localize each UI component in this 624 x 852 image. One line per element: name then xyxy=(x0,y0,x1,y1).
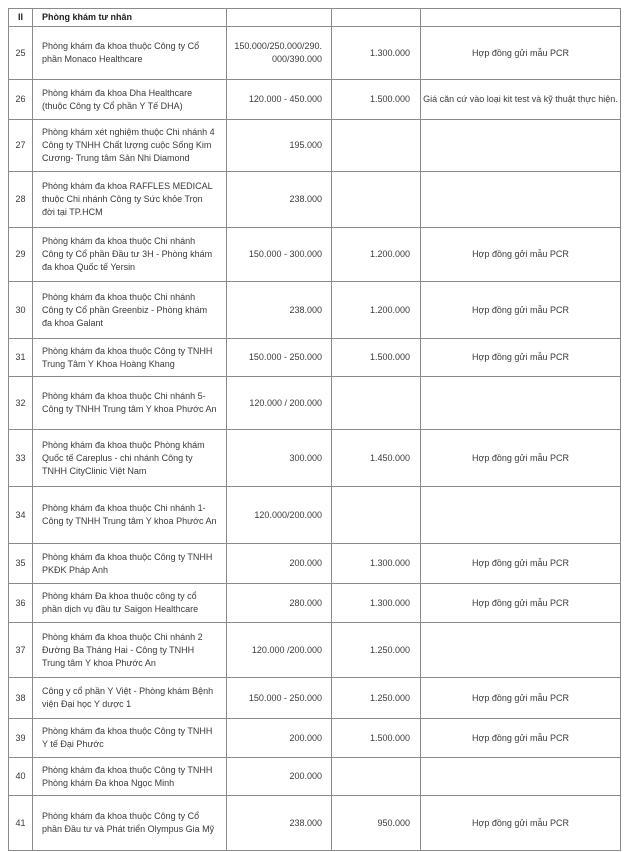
cell-clinic-name: Phòng khám đa khoa thuộc Công ty TNHH Y tế Đại Phước xyxy=(33,719,227,758)
cell-note: Hợp đồng gửi mẫu PCR xyxy=(421,584,621,623)
cell-no: 38 xyxy=(9,678,33,719)
cell-no: 28 xyxy=(9,172,33,228)
cell-clinic-name: Phòng khám đa khoa Dha Healthcare (thuộc Công ty Cổ phần Y Tế DHA) xyxy=(33,80,227,120)
table-row xyxy=(9,796,621,851)
table-row xyxy=(9,377,621,430)
cell-note: Hợp đồng gửi mẫu PCR xyxy=(421,796,621,851)
table-row xyxy=(9,228,621,282)
table-row xyxy=(9,27,621,80)
cell-no: 25 xyxy=(9,27,33,80)
cell-pcr-price: 1.250.000 xyxy=(332,623,421,678)
cell-note: Hợp đồng gửi mẫu PCR xyxy=(421,430,621,487)
cell-no: 29 xyxy=(9,228,33,282)
cell-price-range: 200.000 xyxy=(227,719,332,758)
cell-no: 31 xyxy=(9,339,33,377)
table-row xyxy=(9,623,621,678)
header-price-range xyxy=(227,9,332,27)
table-row xyxy=(9,544,621,584)
cell-clinic-name: Phòng khám đa khoa RAFFLES MEDICAL thuộc Chi nhánh Công ty Sức khỏe Trọn đời tại TP.HCM xyxy=(33,172,227,228)
cell-pcr-price xyxy=(332,487,421,544)
table-row xyxy=(9,282,621,339)
cell-pcr-price: 1.300.000 xyxy=(332,544,421,584)
cell-note xyxy=(421,172,621,228)
cell-clinic-name: Phòng khám đa khoa thuộc Chi nhánh Công ty Cổ phần Greenbiz - Phòng khám đa khoa Galant xyxy=(33,282,227,339)
header-clinic-name: Phòng khám tư nhân xyxy=(33,9,227,27)
cell-price-range: 120.000/200.000 xyxy=(227,487,332,544)
cell-clinic-name: Phòng khám đa khoa thuộc Chi nhánh Công ty Cổ phần Đầu tư 3H - Phòng khám đa khoa Quốc tế Yersin xyxy=(33,228,227,282)
cell-note xyxy=(421,758,621,796)
cell-price-range: 200.000 xyxy=(227,544,332,584)
cell-note: Hợp đồng gửi mẫu PCR xyxy=(421,27,621,80)
cell-note: Hợp đồng gởi mẫu PCR xyxy=(421,228,621,282)
table-header-row xyxy=(9,9,621,27)
cell-no: 37 xyxy=(9,623,33,678)
cell-clinic-name: Phòng khám đa khoa thuộc Công ty TNHH Trung Tâm Y Khoa Hoàng Khang xyxy=(33,339,227,377)
cell-price-range: 150.000 - 250.000 xyxy=(227,678,332,719)
cell-price-range: 238.000 xyxy=(227,172,332,228)
clinic-price-table xyxy=(8,8,621,851)
table-row xyxy=(9,719,621,758)
cell-pcr-price: 1.200.000 xyxy=(332,282,421,339)
cell-clinic-name: Phòng khám xét nghiệm thuộc Chi nhánh 4 Công ty TNHH Chất lượng cuộc Sống Kim Cương- Trung tâm Sản Nhi Diamond xyxy=(33,120,227,172)
cell-price-range: 120.000 /200.000 xyxy=(227,623,332,678)
cell-no: 39 xyxy=(9,719,33,758)
table-row xyxy=(9,80,621,120)
cell-no: 35 xyxy=(9,544,33,584)
cell-price-range: 238.000 xyxy=(227,796,332,851)
cell-price-range: 200.000 xyxy=(227,758,332,796)
table-row xyxy=(9,172,621,228)
cell-note xyxy=(421,377,621,430)
cell-clinic-name: Phòng khám đa khoa thuộc Công ty TNHH PKĐK Pháp Anh xyxy=(33,544,227,584)
cell-note: Hợp đồng gửi mẫu PCR xyxy=(421,678,621,719)
table-row xyxy=(9,430,621,487)
table-row xyxy=(9,758,621,796)
cell-pcr-price: 1.200.000 xyxy=(332,228,421,282)
cell-clinic-name: Phòng khám Đa khoa thuộc công ty cổ phần dịch vụ đầu tư Saigon Healthcare xyxy=(33,584,227,623)
cell-no: 32 xyxy=(9,377,33,430)
cell-no: 40 xyxy=(9,758,33,796)
cell-clinic-name: Phòng khám đa khoa thuộc Công ty Cổ phần Đầu tư và Phát triển Olympus Gia Mỹ xyxy=(33,796,227,851)
cell-no: 26 xyxy=(9,80,33,120)
cell-note: Giá căn cứ vào loại kit test và kỹ thuật thực hiện. xyxy=(421,80,621,120)
cell-clinic-name: Phòng khám đa khoa thuộc Chi nhánh 2 Đường Ba Tháng Hai - Công ty TNHH Trung tâm Y khoa Phước An xyxy=(33,623,227,678)
cell-pcr-price: 950.000 xyxy=(332,796,421,851)
cell-pcr-price xyxy=(332,377,421,430)
cell-no: 30 xyxy=(9,282,33,339)
cell-no: 36 xyxy=(9,584,33,623)
cell-note xyxy=(421,623,621,678)
cell-pcr-price: 1.250.000 xyxy=(332,678,421,719)
cell-clinic-name: Phòng khám đa khoa thuộc Chi nhánh 5- Công ty TNHH Trung tâm Y khoa Phước An xyxy=(33,377,227,430)
cell-price-range: 280.000 xyxy=(227,584,332,623)
cell-pcr-price: 1.300.000 xyxy=(332,584,421,623)
cell-no: 41 xyxy=(9,796,33,851)
table-row xyxy=(9,678,621,719)
header-no: II xyxy=(9,9,33,27)
header-pcr-price xyxy=(332,9,421,27)
table-row xyxy=(9,120,621,172)
cell-no: 27 xyxy=(9,120,33,172)
cell-price-range: 195.000 xyxy=(227,120,332,172)
header-note xyxy=(421,9,621,27)
cell-price-range: 120.000 / 200.000 xyxy=(227,377,332,430)
cell-note xyxy=(421,487,621,544)
cell-clinic-name: Phòng khám đa khoa thuộc Phòng khám Quốc tế Careplus - chi nhánh Công ty TNHH CityClinic Việt Nam xyxy=(33,430,227,487)
cell-price-range: 150.000 - 250.000 xyxy=(227,339,332,377)
cell-no: 33 xyxy=(9,430,33,487)
cell-note: Hợp đồng gửi mẫu PCR xyxy=(421,282,621,339)
cell-price-range: 120.000 - 450.000 xyxy=(227,80,332,120)
table-row xyxy=(9,584,621,623)
cell-note: Hợp đồng gửi mẫu PCR xyxy=(421,544,621,584)
cell-clinic-name: Phòng khám đa khoa thuộc Công ty Cổ phần Monaco Healthcare xyxy=(33,27,227,80)
cell-note xyxy=(421,120,621,172)
cell-pcr-price xyxy=(332,172,421,228)
cell-pcr-price: 1.500.000 xyxy=(332,719,421,758)
cell-pcr-price xyxy=(332,120,421,172)
cell-no: 34 xyxy=(9,487,33,544)
cell-price-range: 300.000 xyxy=(227,430,332,487)
cell-clinic-name: Phòng khám đa khoa thuộc Công ty TNHH Phòng khám Đa khoa Ngọc Minh xyxy=(33,758,227,796)
cell-pcr-price: 1.500.000 xyxy=(332,339,421,377)
table-row xyxy=(9,487,621,544)
cell-clinic-name: Phòng khám đa khoa thuộc Chi nhánh 1- Công ty TNHH Trung tâm Y khoa Phước An xyxy=(33,487,227,544)
cell-clinic-name: Công y cổ phần Y Việt - Phòng khám Bệnh viện Đại học Y dược 1 xyxy=(33,678,227,719)
table-body xyxy=(9,27,621,851)
cell-pcr-price: 1.500.000 xyxy=(332,80,421,120)
cell-price-range: 150.000 - 300.000 xyxy=(227,228,332,282)
cell-price-range: 238.000 xyxy=(227,282,332,339)
cell-note: Hợp đồng gửi mẫu PCR xyxy=(421,719,621,758)
cell-note: Hợp đồng gửi mẫu PCR xyxy=(421,339,621,377)
cell-pcr-price: 1.300.000 xyxy=(332,27,421,80)
table-row xyxy=(9,339,621,377)
cell-price-range: 150.000/250.000/290.000/390.000 xyxy=(227,27,332,80)
cell-pcr-price xyxy=(332,758,421,796)
cell-pcr-price: 1.450.000 xyxy=(332,430,421,487)
